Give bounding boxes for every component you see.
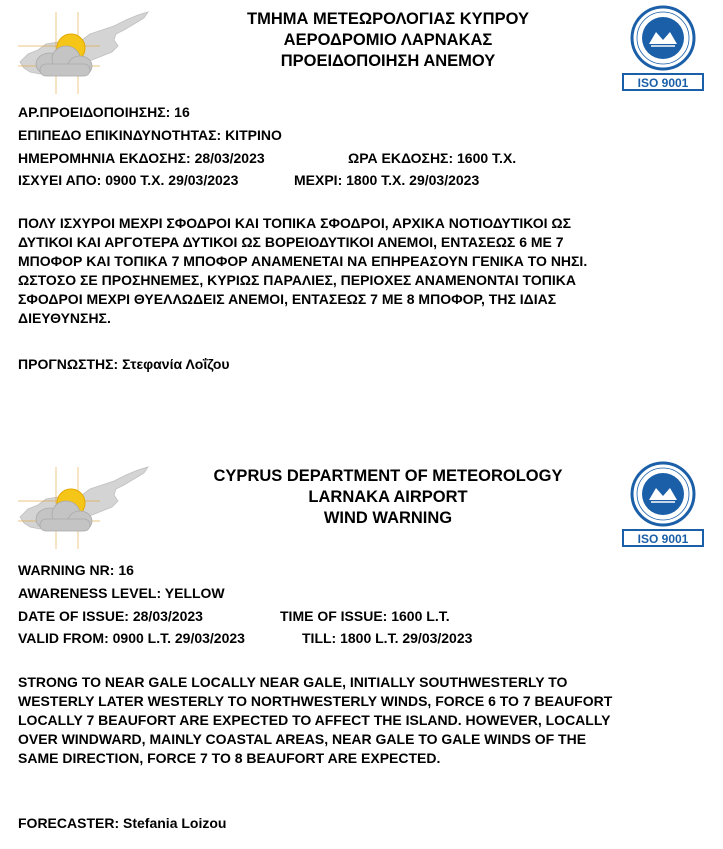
header-line: CYPRUS DEPARTMENT OF METEOROLOGY <box>213 467 563 485</box>
greek-warning-section <box>0 0 723 420</box>
forecaster-name: Στεφανία Λοΐζου <box>122 356 230 372</box>
greek-forecaster <box>18 356 230 372</box>
text-line: ΠΟΛΥ ΙΣΧΥΡΟΙ ΜΕΧΡΙ ΣΦΟΔΡΟΙ ΚΑΙ ΤΟΠΙΚΑ ΣΦΟΔΡΟΙ, ΑΡΧΙΚΑ ΝΟΤΙΟΔΥΤΙΚΟΙ ΩΣ <box>18 215 572 231</box>
awareness-level: AWARENESS LEVEL: YELLOW <box>18 584 225 601</box>
met-cyprus-logo-icon <box>16 4 162 96</box>
warning-number: WARNING NR: 16 <box>18 562 134 578</box>
iso-label: ISO 9001 <box>637 532 689 546</box>
time-of-issue: TIME OF ISSUE: 1600 L.T. <box>280 607 450 624</box>
date-of-issue: DATE OF ISSUE: 28/03/2023 <box>18 607 203 624</box>
iso-9001-logo-icon <box>621 460 705 548</box>
date-of-issue: ΗΜΕΡΟΜΗΝΙΑ ΕΚΔΟΣΗΣ: 28/03/2023 <box>18 149 265 166</box>
validity-row <box>18 627 473 650</box>
text-line: OVER WINDWARD, MAINLY COASTAL AREAS, NEAR GALE TO GALE WINDS OF THE <box>18 731 587 747</box>
text-line: SAME DIRECTION, FORCE 7 TO 8 BEAUFORT ARE EXPECTED. <box>18 750 441 766</box>
text-line: ΣΦΟΔΡΟΙ ΜΕΧΡΙ ΘΥΕΛΛΩΔΕΙΣ ΑΝΕΜΟΙ, ΕΝΤΑΣΕΩΣ 7 ΜΕ 8 ΜΠΟΦΟΡ, ΤΗΣ ΙΔΙΑΣ <box>18 291 557 307</box>
awareness-level: ΕΠΙΠΕΔΟ ΕΠΙΚΙΝΔΥΝΟΤΗΤΑΣ: ΚΙΤΡΙΝΟ <box>18 126 282 143</box>
text-line: ΔΙΕΥΘΥΝΣΗΣ. <box>18 310 111 326</box>
forecaster-label: ΠΡΟΓΝΩΣΤΗΣ: <box>18 356 119 372</box>
greek-fields <box>18 101 517 192</box>
header-line: LARNAKA AIRPORT <box>308 488 468 506</box>
warning-number: ΑΡ.ΠΡΟΕΙΔΟΠΟΙΗΣΗΣ: 16 <box>18 104 190 120</box>
header-line: ΑΕΡΟΔΡΟΜΙΟ ΛΑΡΝΑΚΑΣ <box>283 31 493 49</box>
greek-warning-text <box>18 214 708 328</box>
english-fields <box>18 559 473 650</box>
text-line: ΜΠΟΦΟΡ ΚΑΙ ΤΟΠΙΚΑ 7 ΜΠΟΦΟΡ ΑΝΑΜΕΝΕΤΑΙ ΝΑ ΕΠΗΡΕΑΣΟΥΝ ΓΕΝΙΚΑ ΤΟ ΝΗΣΙ. <box>18 253 588 269</box>
english-warning-section <box>0 455 723 849</box>
iso-label: ISO 9001 <box>637 76 689 90</box>
english-warning-text <box>18 673 713 768</box>
forecaster-label: FORECASTER: <box>18 815 120 831</box>
issue-row <box>18 605 450 628</box>
header-line: WIND WARNING <box>323 509 453 527</box>
valid-from: VALID FROM: 0900 L.T. 29/03/2023 <box>18 630 245 647</box>
valid-from: ΙΣΧΥΕΙ ΑΠΟ: 0900 Τ.Χ. 29/03/2023 <box>18 172 239 189</box>
met-cyprus-logo-icon <box>16 459 162 551</box>
issue-row <box>18 147 517 170</box>
text-line: LOCALLY 7 BEAUFORT ARE EXPECTED TO AFFECT THE ISLAND. HOWEVER, LOCALLY <box>18 712 611 728</box>
valid-till: TILL: 1800 L.T. 29/03/2023 <box>302 630 473 647</box>
valid-till: ΜΕΧΡΙ: 1800 Τ.Χ. 29/03/2023 <box>294 172 480 189</box>
text-line: WESTERLY LATER WESTERLY TO NORTHWESTERLY WINDS, FORCE 6 TO 7 BEAUFORT <box>18 693 613 709</box>
iso-9001-logo-icon <box>621 4 705 92</box>
forecaster-name: Stefania Loizou <box>123 815 227 831</box>
greek-header <box>178 9 598 72</box>
text-line: ΩΣΤΟΣΟ ΣΕ ΠΡΟΣΗΝΕΜΕΣ, ΚΥΡΙΩΣ ΠΑΡΑΛΙΕΣ, ΠΕΡΙΟΧΕΣ ΑΝΑΜΕΝΟΝΤΑΙ ΤΟΠΙΚΑ <box>18 272 576 288</box>
header-line: ΤΜΗΜΑ ΜΕΤΕΩΡΟΛΟΓΙΑΣ ΚΥΠΡΟΥ <box>247 10 529 28</box>
text-line: ΔΥΤΙΚΟΙ ΚΑΙ ΑΡΓΟΤΕΡΑ ΔΥΤΙΚΟΙ ΩΣ ΒΟΡΕΙΟΔΥΤΙΚΟΙ ΑΝΕΜΟΙ, ΕΝΤΑΣΕΩΣ 6 ΜΕ 7 <box>18 234 564 250</box>
header-line: ΠΡΟΕΙΔΟΠΟΙΗΣΗ ΑΝΕΜΟΥ <box>280 52 496 70</box>
validity-row <box>18 169 480 192</box>
text-line: STRONG TO NEAR GALE LOCALLY NEAR GALE, INITIALLY SOUTHWESTERLY TO <box>18 674 568 690</box>
english-header <box>178 466 598 529</box>
time-of-issue: ΩΡΑ ΕΚΔΟΣΗΣ: 1600 Τ.Χ. <box>348 149 517 166</box>
english-forecaster <box>18 815 226 831</box>
